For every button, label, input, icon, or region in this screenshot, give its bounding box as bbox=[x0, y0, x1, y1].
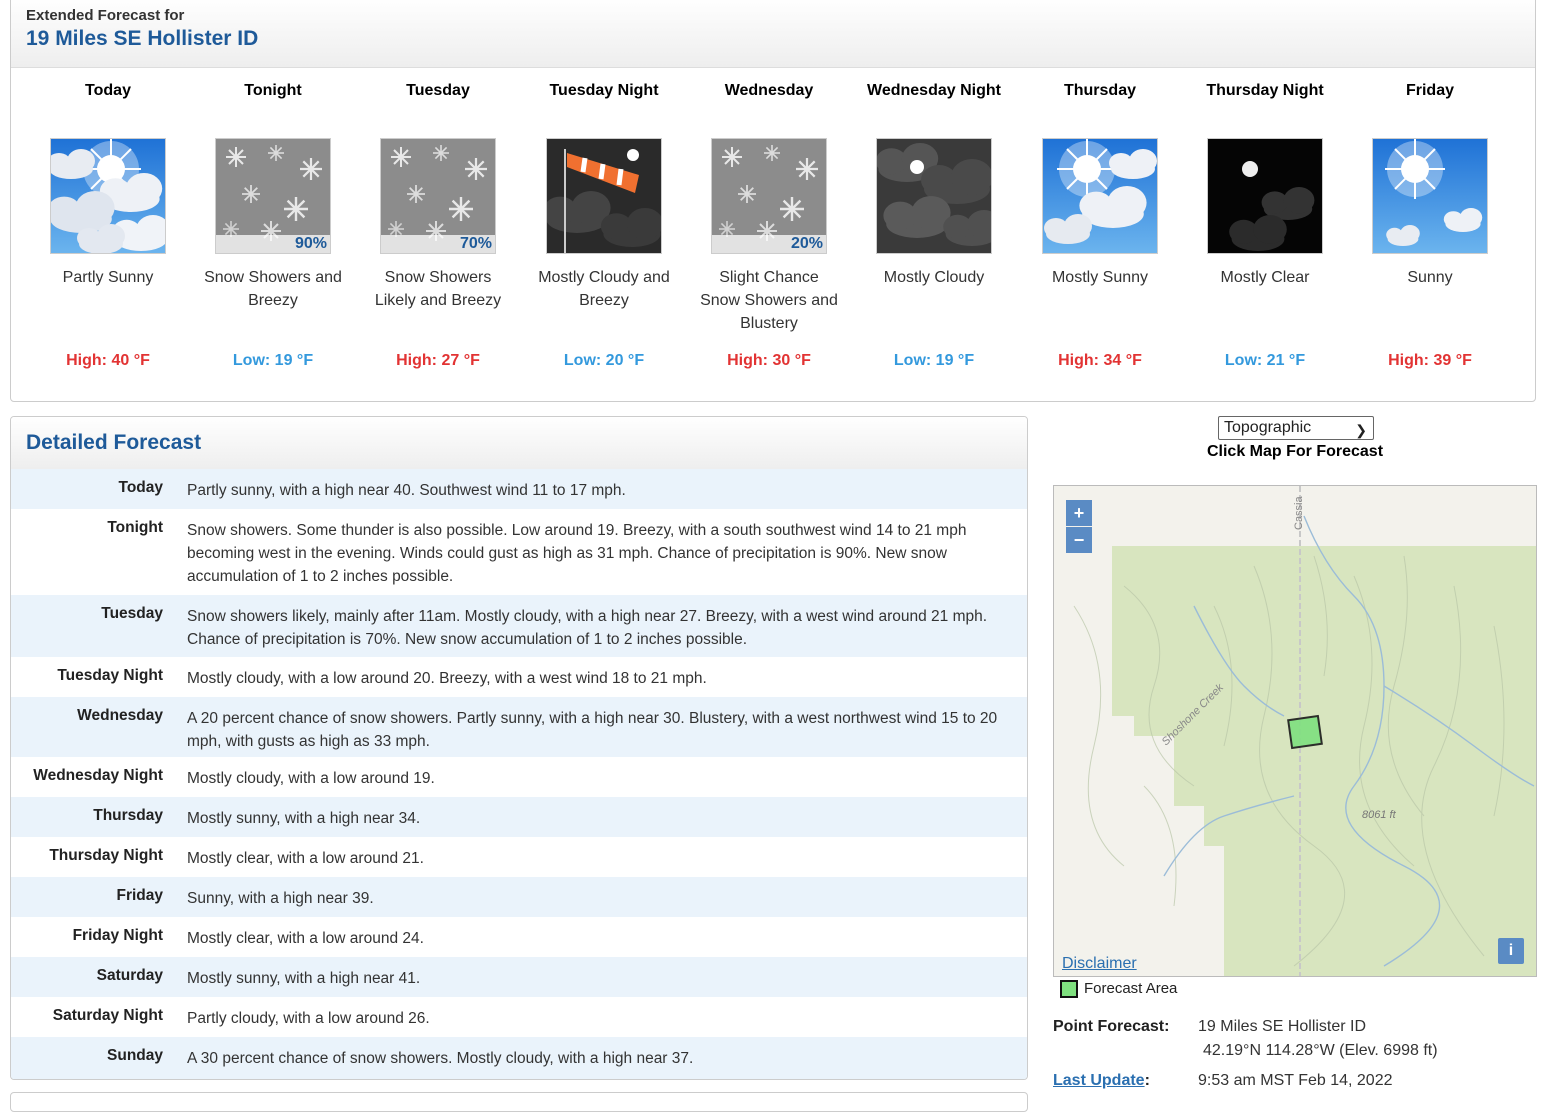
map-terrain bbox=[1054, 486, 1537, 977]
map-legend-label: Forecast Area bbox=[1084, 980, 1178, 997]
last-update-label[interactable] bbox=[1053, 1072, 1150, 1090]
forecast-period[interactable] bbox=[864, 80, 1004, 370]
row-period-label: Sunday bbox=[107, 1047, 163, 1064]
detailed-forecast-row bbox=[11, 837, 1027, 877]
windsock-night-icon[interactable] bbox=[546, 138, 662, 254]
period-short-description: Slight Chance Snow Showers and Blustery bbox=[700, 269, 838, 332]
row-period-label: Wednesday Night bbox=[33, 767, 163, 784]
forecast-period[interactable] bbox=[699, 80, 839, 370]
period-short-description: Snow Showers and Breezy bbox=[204, 269, 342, 309]
row-period-label: Thursday Night bbox=[49, 847, 163, 864]
period-name: Tuesday bbox=[406, 82, 470, 99]
period-short-description: Mostly Cloudy and Breezy bbox=[538, 269, 670, 309]
detailed-forecast-row bbox=[11, 797, 1027, 837]
row-forecast-text: Mostly cloudy, with a low around 20. Breezy, with a west wind 18 to 21 mph. bbox=[187, 670, 707, 687]
mostly-cloudy-night-icon[interactable] bbox=[876, 138, 992, 254]
period-temperature: High: 27 °F bbox=[396, 352, 480, 369]
chevron-down-icon: ❯ bbox=[1355, 422, 1367, 438]
precip-chance: 70% bbox=[381, 235, 495, 253]
period-name: Friday bbox=[1405, 82, 1454, 99]
zoom-out-button[interactable]: − bbox=[1066, 527, 1092, 553]
row-forecast-text: Mostly clear, with a low around 24. bbox=[187, 930, 424, 947]
period-temperature: High: 40 °F bbox=[66, 352, 150, 369]
map-type-select-value: Topographic bbox=[1224, 419, 1312, 436]
forecast-period[interactable] bbox=[534, 80, 674, 370]
detailed-forecast-row bbox=[11, 757, 1027, 797]
snow-showers-icon[interactable] bbox=[215, 138, 331, 254]
row-forecast-text: Mostly cloudy, with a low around 19. bbox=[187, 770, 435, 787]
svg-text:8061 ft: 8061 ft bbox=[1362, 809, 1396, 821]
detailed-forecast-title: Detailed Forecast bbox=[26, 431, 202, 454]
row-period-label: Friday Night bbox=[72, 927, 163, 944]
extended-forecast-label: Extended Forecast for bbox=[26, 7, 185, 24]
detailed-forecast-row bbox=[11, 877, 1027, 917]
detailed-forecast-row bbox=[11, 595, 1027, 657]
next-panel-edge bbox=[10, 1092, 1028, 1112]
forecast-period[interactable] bbox=[1360, 80, 1500, 370]
extended-forecast-location: 19 Miles SE Hollister ID bbox=[26, 27, 259, 50]
row-period-label: Thursday bbox=[93, 807, 163, 824]
forecast-period[interactable] bbox=[1030, 80, 1170, 370]
forecast-area-swatch-icon bbox=[1060, 980, 1078, 998]
row-forecast-text: A 30 percent chance of snow showers. Mostly cloudy, with a high near 37. bbox=[187, 1050, 694, 1067]
period-name: Wednesday bbox=[724, 82, 814, 99]
row-forecast-text: Snow showers. Some thunder is also possible. Low around 19. Breezy, with a south southwest wind 14 to 21 mph becoming west in the evening. Winds could gust as high as 31 mph. Chance of precipitation is 90%. New snow accumulation of 1 to 2 inches possible. bbox=[187, 522, 967, 585]
click-map-label: Click Map For Forecast bbox=[1206, 443, 1384, 460]
row-forecast-text: Mostly sunny, with a high near 41. bbox=[187, 970, 421, 987]
period-temperature: High: 34 °F bbox=[1058, 352, 1142, 369]
period-temperature: Low: 19 °F bbox=[232, 352, 314, 369]
period-name: Tonight bbox=[244, 82, 302, 99]
forecast-period[interactable] bbox=[203, 80, 343, 370]
row-forecast-text: Mostly clear, with a low around 21. bbox=[187, 850, 424, 867]
detailed-forecast-header bbox=[11, 417, 1027, 470]
map-legend bbox=[1060, 980, 1177, 998]
detailed-forecast-row bbox=[11, 997, 1027, 1037]
period-short-description: Sunny bbox=[1407, 269, 1453, 286]
row-period-label: Today bbox=[118, 479, 163, 496]
period-name: Today bbox=[85, 82, 131, 99]
period-short-description: Snow Showers Likely and Breezy bbox=[374, 269, 502, 309]
period-short-description: Mostly Clear bbox=[1220, 269, 1310, 286]
row-forecast-text: Partly sunny, with a high near 40. Southwest wind 11 to 17 mph. bbox=[187, 482, 626, 499]
period-name: Tuesday Night bbox=[549, 82, 659, 99]
row-period-label: Tonight bbox=[107, 519, 163, 536]
snow-showers-icon[interactable] bbox=[711, 138, 827, 254]
detailed-forecast-row bbox=[11, 917, 1027, 957]
period-name: Thursday bbox=[1063, 82, 1136, 99]
period-temperature: High: 30 °F bbox=[727, 352, 811, 369]
row-forecast-text: Sunny, with a high near 39. bbox=[187, 890, 374, 907]
detailed-forecast-panel bbox=[10, 416, 1028, 1080]
row-forecast-text: Mostly sunny, with a high near 34. bbox=[187, 810, 421, 827]
mostly-clear-night-icon[interactable] bbox=[1207, 138, 1323, 254]
point-forecast-location: 19 Miles SE Hollister ID bbox=[1198, 1018, 1367, 1035]
detailed-forecast-row bbox=[11, 697, 1027, 757]
svg-text:Shoshone Creek: Shoshone Creek bbox=[1159, 681, 1227, 749]
point-forecast-coords: 42.19°N 114.28°W (Elev. 6998 ft) bbox=[1203, 1042, 1438, 1059]
period-temperature: Low: 21 °F bbox=[1224, 352, 1306, 369]
snow-showers-icon[interactable] bbox=[380, 138, 496, 254]
detailed-forecast-row bbox=[11, 469, 1027, 509]
map-type-select[interactable] bbox=[1218, 416, 1374, 440]
partly-sunny-icon[interactable] bbox=[50, 138, 166, 254]
svg-text:Cassia: Cassia bbox=[1293, 496, 1305, 530]
map-info-button[interactable]: i bbox=[1498, 938, 1524, 964]
mostly-sunny-icon[interactable] bbox=[1042, 138, 1158, 254]
detailed-forecast-row bbox=[11, 509, 1027, 595]
row-period-label: Saturday Night bbox=[52, 1007, 163, 1024]
precip-chance: 90% bbox=[216, 235, 330, 253]
period-name: Wednesday Night bbox=[867, 82, 1001, 99]
row-period-label: Friday bbox=[116, 887, 163, 904]
sunny-icon[interactable] bbox=[1372, 138, 1488, 254]
forecast-period[interactable] bbox=[368, 80, 508, 370]
detailed-forecast-row bbox=[11, 957, 1027, 997]
row-forecast-text: A 20 percent chance of snow showers. Partly sunny, with a high near 30. Blustery, with a west northwest wind 15 to 20 mph, with gusts as high as 33 mph. bbox=[187, 710, 998, 750]
forecast-period[interactable] bbox=[1195, 80, 1335, 370]
forecast-period[interactable] bbox=[38, 80, 178, 370]
detailed-forecast-row bbox=[11, 657, 1027, 697]
period-temperature: Low: 19 °F bbox=[893, 352, 975, 369]
disclaimer-link[interactable]: Disclaimer bbox=[1062, 955, 1137, 972]
period-temperature: High: 39 °F bbox=[1388, 352, 1472, 369]
last-update-value: 9:53 am MST Feb 14, 2022 bbox=[1198, 1072, 1393, 1089]
detailed-forecast-row bbox=[11, 1037, 1027, 1080]
point-forecast-label: Point Forecast: bbox=[1053, 1018, 1170, 1035]
forecast-map[interactable] bbox=[1053, 485, 1537, 977]
period-temperature: Low: 20 °F bbox=[563, 352, 645, 369]
last-update-link[interactable]: Last Update bbox=[1053, 1072, 1145, 1089]
period-short-description: Mostly Cloudy bbox=[883, 269, 985, 286]
period-name: Thursday Night bbox=[1206, 82, 1324, 99]
period-short-description: Mostly Sunny bbox=[1051, 269, 1149, 286]
row-forecast-text: Snow showers likely, mainly after 11am. Mostly cloudy, with a high near 27. Breezy, with a west wind around 21 mph. Chance of precipitation is 70%. New snow accumulation of 1 to 2 inches possible. bbox=[187, 608, 988, 648]
period-short-description: Partly Sunny bbox=[62, 269, 154, 286]
zoom-in-button[interactable]: + bbox=[1066, 500, 1092, 526]
precip-chance: 20% bbox=[712, 235, 826, 253]
row-period-label: Tuesday Night bbox=[57, 667, 163, 684]
last-update-colon: : bbox=[1144, 1072, 1150, 1089]
extended-forecast-header bbox=[11, 0, 1535, 68]
row-period-label: Wednesday bbox=[77, 707, 163, 724]
row-period-label: Tuesday bbox=[101, 605, 163, 622]
row-forecast-text: Partly cloudy, with a low around 26. bbox=[187, 1010, 430, 1027]
row-period-label: Saturday bbox=[96, 967, 163, 984]
